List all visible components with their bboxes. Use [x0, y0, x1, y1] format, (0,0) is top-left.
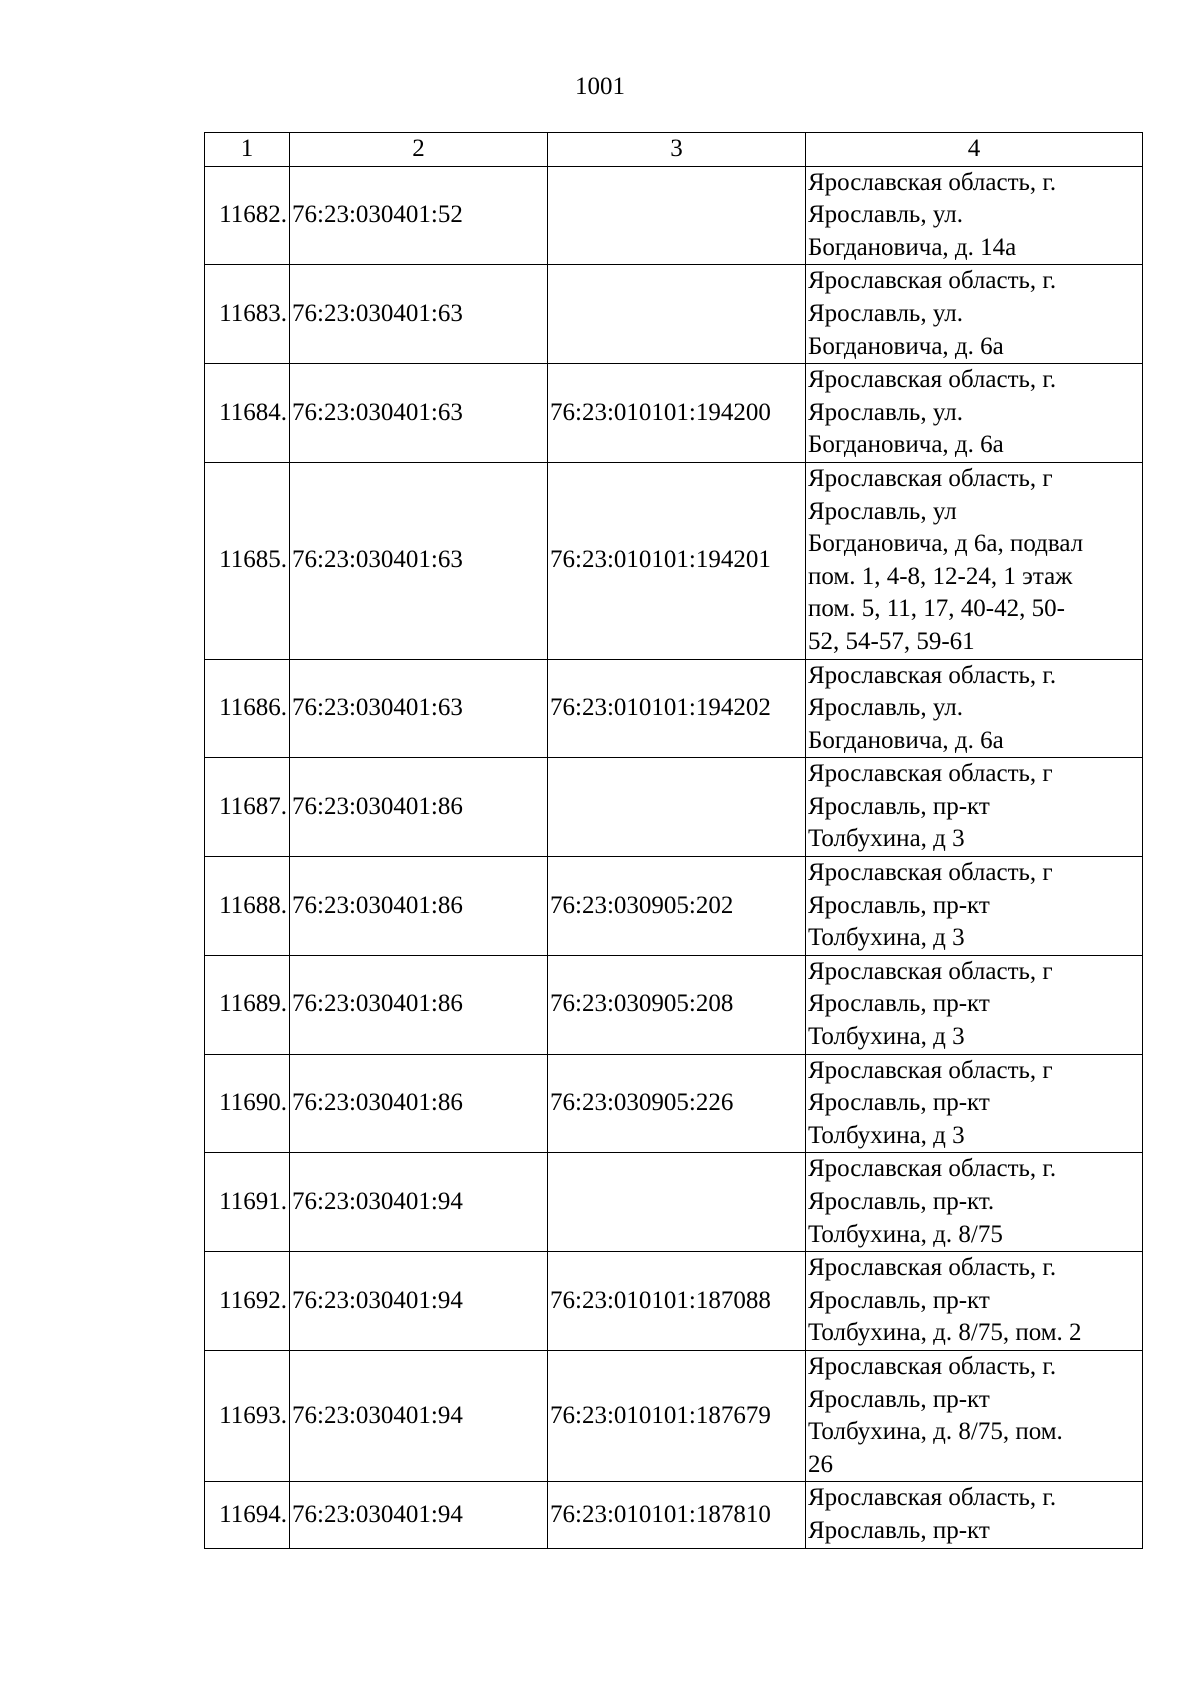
address-cell — [806, 1252, 1143, 1351]
registry-table — [204, 132, 1143, 1549]
address-line: Богдановича, д. 14а — [808, 233, 1017, 261]
object-number-cell: 76:23:010101:187679 — [548, 1350, 806, 1481]
address-line: Ярославская область, г — [808, 464, 1053, 492]
cadastral-number-cell: 76:23:030401:63 — [290, 364, 548, 463]
address-line: Ярославль, пр-кт — [808, 792, 990, 820]
cadastral-number-cell: 76:23:030401:86 — [290, 857, 548, 956]
row-number-cell: 11687. — [205, 758, 290, 857]
address-line: Ярославль, пр-кт — [808, 1286, 990, 1314]
address-line: Ярославская область, г. — [808, 267, 1057, 295]
row-number-cell: 11684. — [205, 364, 290, 463]
address-cell — [806, 265, 1143, 364]
row-number-cell: 11686. — [205, 659, 290, 758]
address-line: Ярославская область, г — [808, 957, 1053, 985]
address-line: Толбухина, д. 8/75, пом. — [808, 1418, 1063, 1446]
address-line: Ярославская область, г. — [808, 1155, 1057, 1183]
address-cell — [806, 758, 1143, 857]
row-number-cell: 11683. — [205, 265, 290, 364]
cadastral-number-cell: 76:23:030401:86 — [290, 1054, 548, 1153]
address-line: Ярославская область, г — [808, 859, 1053, 887]
object-number-cell: 76:23:010101:187810 — [548, 1482, 806, 1548]
address-line: 26 — [808, 1450, 833, 1478]
cadastral-number-cell: 76:23:030401:63 — [290, 265, 548, 364]
address-cell — [806, 462, 1143, 659]
row-number-cell: 11691. — [205, 1153, 290, 1252]
address-line: Богдановича, д. 6а — [808, 332, 1004, 360]
table-row — [205, 1252, 1143, 1351]
address-line: пом. 1, 4-8, 12-24, 1 этаж — [808, 562, 1073, 590]
table-body — [205, 166, 1143, 1548]
row-number-cell: 11692. — [205, 1252, 290, 1351]
address-line: Богдановича, д. 6а — [808, 431, 1004, 459]
cadastral-number-cell: 76:23:030401:86 — [290, 955, 548, 1054]
row-number-cell: 11685. — [205, 462, 290, 659]
header-cell-1: 1 — [205, 133, 290, 167]
address-line: Ярославль, ул. — [808, 694, 963, 722]
address-cell — [806, 1350, 1143, 1481]
address-line: Ярославль, ул. — [808, 398, 963, 426]
address-line: Ярославская область, г — [808, 760, 1053, 788]
object-number-cell: 76:23:010101:194202 — [548, 659, 806, 758]
address-line: Толбухина, д. 8/75 — [808, 1220, 1003, 1248]
address-line: Толбухина, д 3 — [808, 924, 965, 952]
cadastral-number-cell: 76:23:030401:63 — [290, 462, 548, 659]
table-row — [205, 462, 1143, 659]
address-line: Ярославль, пр-кт — [808, 1516, 990, 1544]
object-number-cell: 76:23:030905:208 — [548, 955, 806, 1054]
table-row — [205, 857, 1143, 956]
address-line: Ярославль, пр-кт — [808, 990, 990, 1018]
header-cell-2: 2 — [290, 133, 548, 167]
address-line: 52, 54-57, 59-61 — [808, 627, 975, 655]
cadastral-number-cell: 76:23:030401:52 — [290, 166, 548, 265]
address-line: Толбухина, д 3 — [808, 1121, 965, 1149]
table-row — [205, 166, 1143, 265]
row-number-cell: 11693. — [205, 1350, 290, 1481]
page-number: 1001 — [575, 73, 625, 100]
object-number-cell — [548, 166, 806, 265]
address-cell — [806, 857, 1143, 956]
cadastral-number-cell: 76:23:030401:94 — [290, 1350, 548, 1481]
address-line: Ярославская область, г. — [808, 366, 1057, 394]
address-line: Ярославль, ул — [808, 497, 957, 525]
header-row — [205, 133, 1143, 167]
object-number-cell: 76:23:030905:226 — [548, 1054, 806, 1153]
object-number-cell: 76:23:010101:194201 — [548, 462, 806, 659]
row-number-cell: 11689. — [205, 955, 290, 1054]
cadastral-number-cell: 76:23:030401:86 — [290, 758, 548, 857]
address-cell — [806, 166, 1143, 265]
object-number-cell: 76:23:010101:194200 — [548, 364, 806, 463]
address-line: Ярославль, пр-кт — [808, 1089, 990, 1117]
cadastral-number-cell: 76:23:030401:94 — [290, 1153, 548, 1252]
object-number-cell — [548, 265, 806, 364]
table-row — [205, 1350, 1143, 1481]
address-line: Толбухина, д 3 — [808, 1023, 965, 1051]
address-cell — [806, 955, 1143, 1054]
row-number-cell: 11682. — [205, 166, 290, 265]
address-line: Ярославль, пр-кт — [808, 1385, 990, 1413]
address-line: Богдановича, д 6а, подвал — [808, 530, 1084, 558]
header-cell-3: 3 — [548, 133, 806, 167]
address-line: Ярославль, ул. — [808, 201, 963, 229]
table-row — [205, 1482, 1143, 1548]
address-line: Ярославская область, г — [808, 1056, 1053, 1084]
object-number-cell: 76:23:030905:202 — [548, 857, 806, 956]
address-line: Ярославль, пр-кт. — [808, 1188, 995, 1215]
address-line: Ярославская область, г. — [808, 168, 1057, 196]
table-row — [205, 659, 1143, 758]
row-number-cell: 11690. — [205, 1054, 290, 1153]
object-number-cell: 76:23:010101:187088 — [548, 1252, 806, 1351]
address-cell — [806, 1482, 1143, 1548]
table-row — [205, 1153, 1143, 1252]
address-line: Ярославская область, г. — [808, 661, 1057, 689]
header-cell-4: 4 — [806, 133, 1143, 167]
cadastral-number-cell: 76:23:030401:63 — [290, 659, 548, 758]
table-row — [205, 265, 1143, 364]
address-line: пом. 5, 11, 17, 40-42, 50- — [808, 595, 1065, 623]
address-line: Ярославль, ул. — [808, 299, 963, 327]
table-row — [205, 1054, 1143, 1153]
address-line: Толбухина, д. 8/75, пом. 2 — [808, 1319, 1082, 1347]
address-line: Богдановича, д. 6а — [808, 726, 1004, 754]
address-cell — [806, 364, 1143, 463]
address-cell — [806, 1153, 1143, 1252]
address-cell — [806, 659, 1143, 758]
cadastral-number-cell: 76:23:030401:94 — [290, 1252, 548, 1351]
address-cell — [806, 1054, 1143, 1153]
table-row — [205, 955, 1143, 1054]
row-number-cell: 11694. — [205, 1482, 290, 1548]
address-line: Ярославская область, г. — [808, 1352, 1057, 1380]
table-row — [205, 364, 1143, 463]
address-line: Толбухина, д 3 — [808, 825, 965, 853]
object-number-cell — [548, 758, 806, 857]
table-row — [205, 758, 1143, 857]
address-line: Ярославль, пр-кт — [808, 891, 990, 919]
cadastral-number-cell: 76:23:030401:94 — [290, 1482, 548, 1548]
address-line: Ярославская область, г. — [808, 1484, 1057, 1512]
object-number-cell — [548, 1153, 806, 1252]
address-line: Ярославская область, г. — [808, 1254, 1057, 1282]
row-number-cell: 11688. — [205, 857, 290, 956]
